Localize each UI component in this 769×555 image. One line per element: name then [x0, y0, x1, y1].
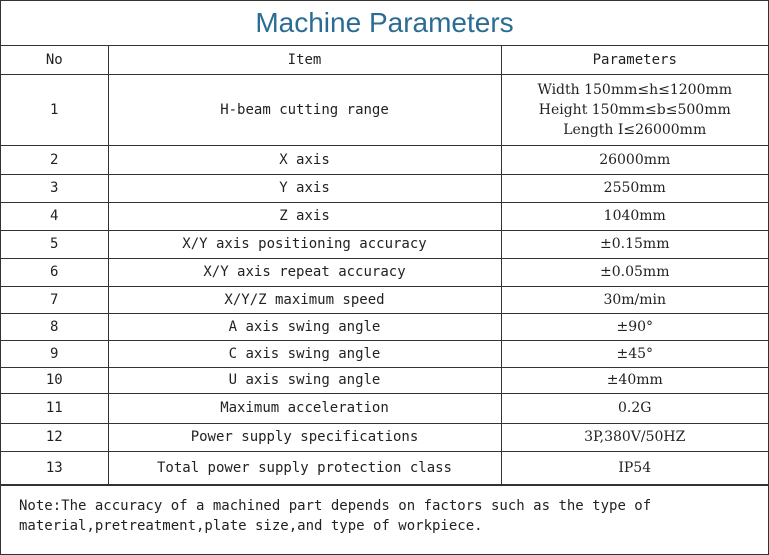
header-row — [1, 46, 768, 74]
column-header-no: No — [1, 46, 108, 74]
row-parameters: 0.2G — [501, 393, 768, 423]
table-row — [1, 145, 768, 174]
row-parameters: 1040mm — [501, 202, 768, 230]
row-number: 3 — [1, 174, 108, 202]
row-parameters: ±0.15mm — [501, 230, 768, 258]
row-number: 10 — [1, 367, 108, 393]
parameter-line-height: Height 150mm≤b≤500mm — [538, 101, 731, 118]
row-item: Maximum acceleration — [108, 393, 501, 423]
row-number: 13 — [1, 451, 108, 484]
row-parameters: ±90° — [501, 313, 768, 340]
table-row — [1, 393, 768, 423]
parameters-table — [1, 46, 768, 485]
row-number: 5 — [1, 230, 108, 258]
table-row — [1, 174, 768, 202]
table-row — [1, 202, 768, 230]
row-number: 6 — [1, 258, 108, 286]
row-number: 11 — [1, 393, 108, 423]
row-item: X axis — [108, 145, 501, 174]
row-item: U axis swing angle — [108, 367, 501, 393]
row-number: 12 — [1, 423, 108, 451]
page-title: Machine Parameters — [1, 1, 768, 46]
table-row — [1, 423, 768, 451]
row-item: C axis swing angle — [108, 340, 501, 367]
table-row — [1, 286, 768, 313]
table-row — [1, 367, 768, 393]
row-number: 8 — [1, 313, 108, 340]
row-item: X/Y axis repeat accuracy — [108, 258, 501, 286]
row-item: Y axis — [108, 174, 501, 202]
row-item: H-beam cutting range — [108, 74, 501, 145]
table-row — [1, 313, 768, 340]
table-row — [1, 451, 768, 484]
row-number: 9 — [1, 340, 108, 367]
row-parameters: ±0.05mm — [501, 258, 768, 286]
parameter-line-length: Length I≤26000mm — [563, 121, 707, 138]
row-parameters — [501, 74, 768, 145]
row-parameters: 26000mm — [501, 145, 768, 174]
row-number: 4 — [1, 202, 108, 230]
table-row — [1, 340, 768, 367]
footnote: Note:The accuracy of a machined part depends on factors such as the type of material,pretreatment,plate size,and type of workpiece. — [1, 485, 768, 536]
row-number: 1 — [1, 74, 108, 145]
row-item: Total power supply protection class — [108, 451, 501, 484]
row-item: Z axis — [108, 202, 501, 230]
column-header-parameters: Parameters — [501, 46, 768, 74]
row-parameters: IP54 — [501, 451, 768, 484]
row-parameters: 2550mm — [501, 174, 768, 202]
row-item: A axis swing angle — [108, 313, 501, 340]
row-parameters: 30m/min — [501, 286, 768, 313]
table-row — [1, 74, 768, 145]
row-number: 7 — [1, 286, 108, 313]
row-parameters: ±45° — [501, 340, 768, 367]
row-parameters: ±40mm — [501, 367, 768, 393]
parameter-line-width: Width 150mm≤h≤1200mm — [537, 81, 733, 98]
row-number: 2 — [1, 145, 108, 174]
column-header-item: Item — [108, 46, 501, 74]
table-row — [1, 258, 768, 286]
row-item: X/Y/Z maximum speed — [108, 286, 501, 313]
table-row — [1, 230, 768, 258]
row-item: X/Y axis positioning accuracy — [108, 230, 501, 258]
row-parameters: 3P,380V/50HZ — [501, 423, 768, 451]
row-item: Power supply specifications — [108, 423, 501, 451]
